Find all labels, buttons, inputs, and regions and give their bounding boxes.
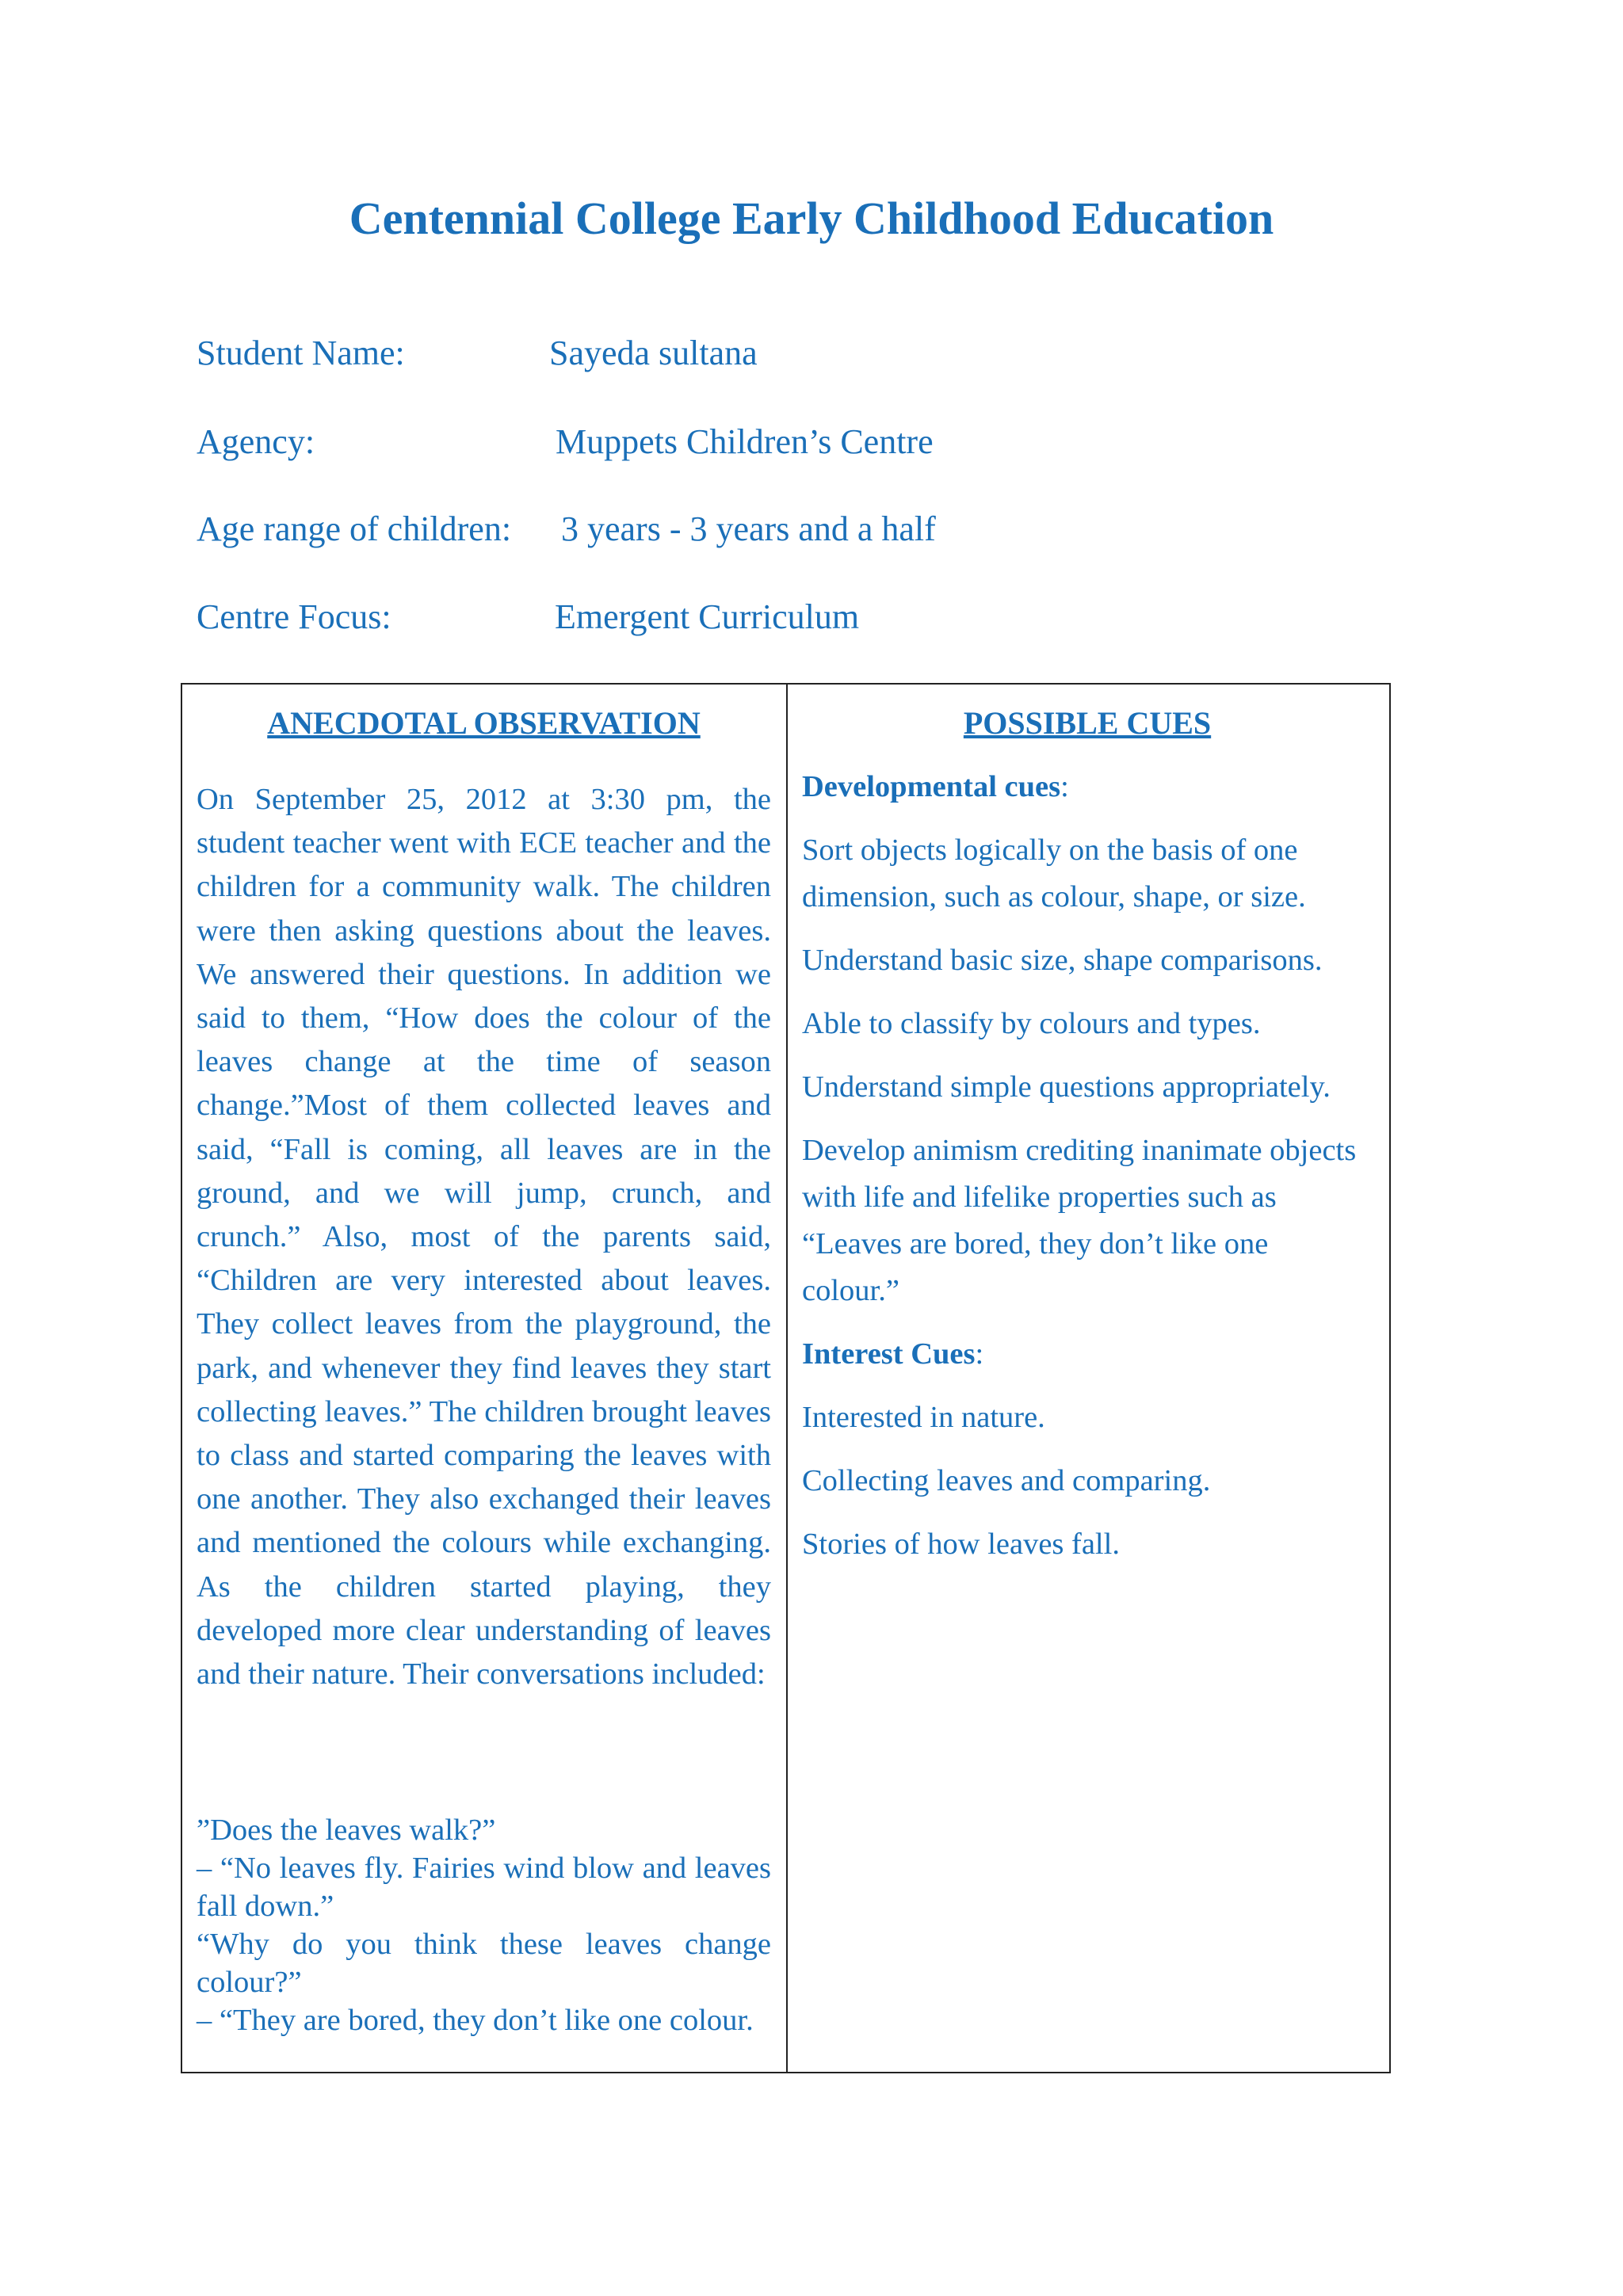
developmental-cue-item: Able to classify by colours and types. — [802, 1007, 1261, 1040]
agency-value — [556, 421, 934, 462]
interest-cues-colon: : — [975, 1337, 984, 1371]
developmental-cue-item: Develop animism crediting inanimate objects with life and lifelike properties such as “Leaves are bored, they don’t like one colour.” — [802, 1134, 1357, 1307]
cues-list — [802, 764, 1373, 1585]
student-name-value: Sayeda sultana — [549, 334, 758, 372]
centre-focus-label: Centre Focus: — [197, 597, 391, 636]
developmental-cues-heading-text: Developmental cues — [802, 770, 1061, 803]
interest-cues-heading — [802, 1331, 1373, 1378]
age-range-value: 3 years - 3 years and a half — [561, 509, 936, 548]
interest-cue-item: Stories of how leaves fall. — [802, 1527, 1120, 1561]
interest-cues-heading-text: Interest Cues — [802, 1337, 976, 1371]
developmental-cue-item: Understand simple questions appropriately. — [802, 1070, 1331, 1104]
interest-cue-item: Interested in nature. — [802, 1401, 1045, 1434]
interest-cue-item: Collecting leaves and comparing. — [802, 1464, 1211, 1497]
observation-text: On September 25, 2012 at 3:30 pm, the student teacher went with ECE teacher and the children for a community walk. The children were then asking questions about the leaves. We answered their questions. In addition we said to them, “How does the colour of the leaves change at the time of season change.”Most of them collected leaves and said, “Fall is coming, all leaves are in the ground, and we will jump, crunch, and crunch.” Also, most of the parents said, “Children are very interested about leaves. They collect leaves from the playground, the park, and whenever they find leaves they start collecting leaves.” The children brought leaves to class and started comparing the leaves with one another. They also exchanged their leaves and mentioned the colours while exchanging. As the children started playing, they developed more clear understanding of leaves and their nature. Their conversations included: — [197, 783, 771, 1691]
cues-heading: POSSIBLE CUES — [963, 705, 1212, 741]
column-divider — [786, 685, 788, 2072]
dialogue-line: ”Does the leaves walk?” — [197, 1814, 496, 1847]
age-range-label: Age range of children: — [197, 509, 512, 548]
dialogue-block — [197, 1811, 771, 2039]
centre-focus-value: Emergent Curriculum — [555, 597, 860, 636]
developmental-cues-heading — [802, 764, 1373, 810]
developmental-cue-item: Understand basic size, shape comparisons. — [802, 944, 1323, 977]
page-title: Centennial College Early Childhood Education — [349, 193, 1274, 244]
agency-value-text: Muppets Children’s Centre — [556, 422, 934, 461]
developmental-cue-item: Sort objects logically on the basis of one dimension, such as colour, shape, or size. — [802, 833, 1306, 913]
developmental-cues-colon: : — [1060, 770, 1069, 803]
dialogue-line: – “No leaves fly. Fairies wind blow and leaves fall down.” — [197, 1852, 771, 1923]
student-name-label: Student Name: — [197, 334, 405, 372]
observation-heading: ANECDOTAL OBSERVATION — [267, 705, 701, 741]
observation-table — [181, 683, 1391, 2073]
agency-label: Agency: — [197, 422, 315, 461]
dialogue-line: “Why do you think these leaves change colour?” — [197, 1928, 771, 1999]
dialogue-line: – “They are bored, they don’t like one colour. — [197, 2004, 754, 2037]
